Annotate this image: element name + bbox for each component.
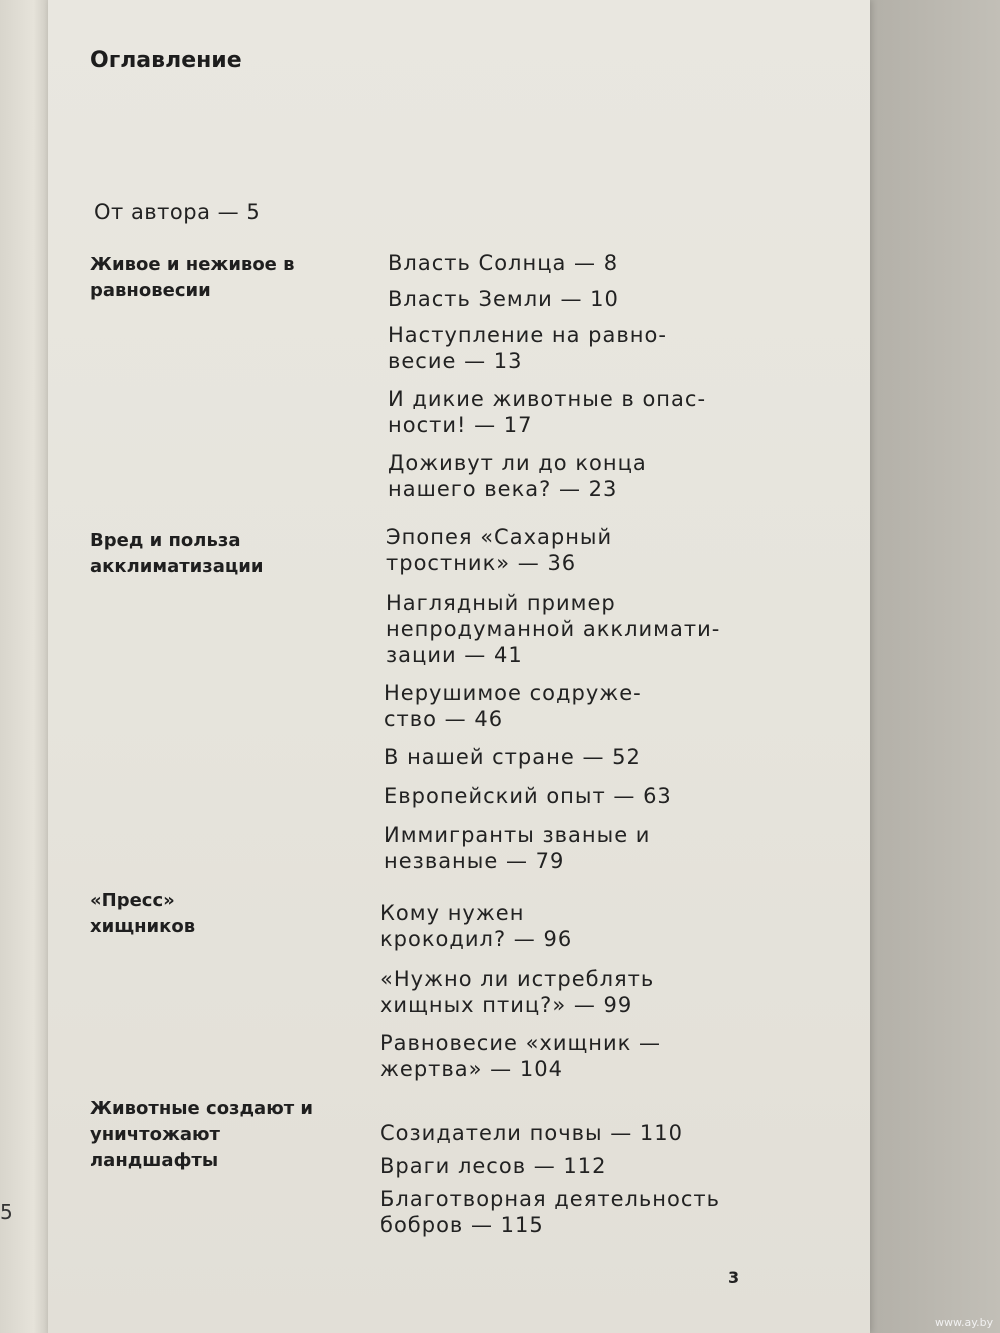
section-title: Животные создают и уничтожают ландшафты (90, 1098, 314, 1171)
left-page-number: 5 (0, 1200, 13, 1224)
toc-entry: Враги лесов — 112 (380, 1154, 607, 1178)
toc-entry: И дикие животные в опас- ности! — 17 (388, 387, 707, 437)
section-title: «Пресс» хищников (90, 890, 196, 937)
page-number: 3 (728, 1268, 740, 1287)
toc-entry: Кому нужен крокодил? — 96 (380, 901, 573, 951)
toc-entry: Наглядный пример непродуманной акклимати- зации — 41 (386, 591, 721, 667)
background-right (870, 0, 1000, 1333)
toc-entry: В нашей стране — 52 (384, 745, 641, 769)
toc-entry: Иммигранты званые и незваные — 79 (384, 823, 651, 873)
toc-entry: Благотворная деятельность бобров — 115 (380, 1187, 721, 1237)
toc-entry: Наступление на равно- весие — 13 (388, 323, 667, 373)
toc-entry: Власть Земли — 10 (388, 287, 619, 311)
toc-entry-author: От автора — 5 (94, 200, 261, 224)
toc-entry: Нерушимое содруже- ство — 46 (384, 681, 642, 731)
page-title: Оглавление (90, 48, 242, 73)
toc-entry: Доживут ли до конца нашего века? — 23 (388, 451, 647, 501)
toc-entry: Европейский опыт — 63 (384, 784, 672, 808)
toc-entry: Равновесие «хищник — жертва» — 104 (380, 1031, 662, 1081)
contents-page (48, 0, 870, 1333)
toc-entry: «Нужно ли истреблять хищных птиц?» — 99 (380, 967, 655, 1017)
watermark-text: www.ay.by (935, 1316, 994, 1329)
section-title: Живое и неживое в равновесии (90, 254, 295, 301)
previous-page-edge (0, 0, 48, 1333)
section-title: Вред и польза акклиматизации (90, 530, 264, 577)
toc-entry: Созидатели почвы — 110 (380, 1121, 683, 1145)
toc-entry: Власть Солнца — 8 (388, 251, 619, 275)
toc-entry: Эпопея «Сахарный тростник» — 36 (386, 525, 613, 575)
